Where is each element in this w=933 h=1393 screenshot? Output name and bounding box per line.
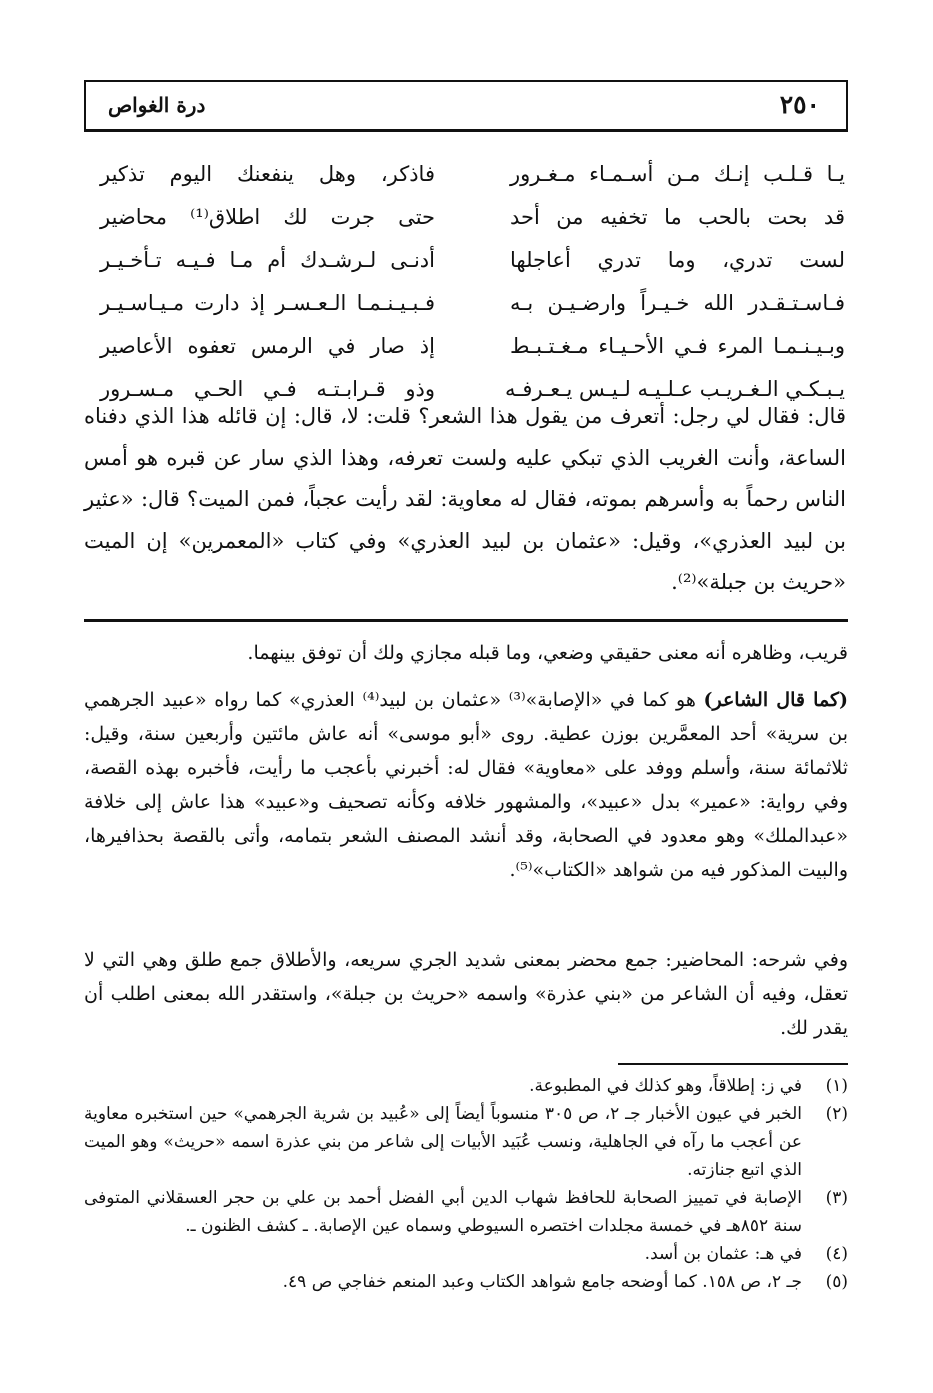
verse-second-hemistich: وذو قـرابـتـه فـي الحـي مـسـرور xyxy=(100,376,435,401)
footnote-text: في ز: إطلاقاً، وهو كذلك في المطبوعة. xyxy=(529,1076,802,1096)
poem-verse xyxy=(100,238,845,281)
verse-first-hemistich: يـا قـلـب إنـك مـن أسـمـاء مـغـرور xyxy=(510,161,845,186)
page-header xyxy=(84,80,848,132)
verse-first-hemistich: لست تدري، وما تدري أعاجلها xyxy=(510,247,845,272)
commentary-paragraph xyxy=(84,683,848,887)
footnote xyxy=(84,1240,848,1268)
footnote-number: (٢) xyxy=(825,1104,848,1124)
verse-first-hemistich: وبـيـنـمـا المرء فـي الأحـيـاء مـغـتـبـط xyxy=(510,333,845,358)
footnote-number: (٥) xyxy=(825,1272,848,1292)
footnote xyxy=(84,1072,848,1100)
commentary-lemma: (كما قال الشاعر) xyxy=(703,689,848,711)
poem-verse xyxy=(100,281,845,324)
verse-second-hemistich: فاذكر، وهل ينفعنك اليوم تذكير xyxy=(100,161,435,186)
main-text-paragraph: قال: فقال لي رجل: أتعرف من يقول هذا الشعر؟ قلت: لا، قال: إن قائله هذا الذي دفناه الساعة، وأنت الغريب الذي تبكي عليه ولست تعرفه، وهذا الذي سار عن قبره هو أمس الناس رحماً به وأسرهم بموته، فقال له معاوية: لقد رأيت عجباً، فمن الميت؟ قال: «عثير بن لبيد العذري»، وقيل: «عثمان بن لبيد العذري» وفي كتاب «المعمرين» إن الميت «حريث بن جبلة»⁽²⁾. xyxy=(84,404,846,594)
poem xyxy=(100,152,845,410)
footnote-text: الإصابة في تمييز الصحابة للحافظ شهاب الدين أبي الفضل أحمد بن علي بن حجر العسقلاني المتوفى سنة ٨٥٢هـ في خمسة مجلدات اختصره السيوطي وسماه عين الإصابة. ـ كشف الظنون ـ. xyxy=(84,1188,802,1236)
commentary-paragraph: وفي شرحه: المحاضير: جمع محضر بمعنى شديد الجري سريعه، والأطلاق جمع طلق وهي التي لا تعقل، وفيه أن الشاعر من «بني عذرة» واسمه «حريث بن جبلة»، واستقدر الله بمعنى اطلب أن يقدر لك. xyxy=(84,949,848,1039)
footnote-divider xyxy=(618,1063,848,1065)
footnote xyxy=(84,1268,848,1296)
page-number: ٢٥٠ xyxy=(779,90,820,119)
verse-first-hemistich: قد بحت بالحب ما تخفيه من أحد xyxy=(510,204,845,229)
footnote-number: (١) xyxy=(825,1076,848,1096)
poem-verse xyxy=(100,152,845,195)
verse-first-hemistich: فـاسـتـقـدر الله خـيـراً وارضـيـن بـه xyxy=(510,290,845,315)
running-title: درة الغواص xyxy=(108,93,206,117)
verse-second-hemistich: إذ صار في الرمس تعفوه الأعاصير xyxy=(100,333,435,358)
footnote-text: جـ ٢، ص ١٥٨. كما أوضحه جامع شواهد الكتاب وعبد المنعم خفاجي ص ٤٩. xyxy=(282,1272,802,1292)
commentary-paragraph: قريب، وظاهره أنه معنى حقيقي وضعي، وما قبله مجازي ولك أن توفق بينهما. xyxy=(247,642,848,664)
footnote-text: الخبر في عيون الأخبار جـ ٢، ص ٣٠٥ منسوباً أيضاً إلى «عُبيد بن شرية الجرهمي» حين استخبره معاوية عن أعجب ما رآه في الجاهلية، ونسب عُبَيد الأبيات إلى شاعر من بني عذرة اسمه «حريث» وهو الميت الذي اتبع جنازته. xyxy=(84,1104,802,1180)
poem-verse xyxy=(100,324,845,367)
footnote-text: في هـ: عثمان بن أسد. xyxy=(644,1244,802,1264)
verse-second-hemistich: حتى جرت لك اطلاق⁽¹⁾ محاضير xyxy=(100,204,436,229)
footnote-number: (٣) xyxy=(825,1188,848,1208)
verse-first-hemistich: يـبـكـي الـغـريـب عـلـيـه لـيـس يـعـرفـه xyxy=(505,376,845,401)
footnote-number: (٤) xyxy=(825,1244,848,1264)
text-commentary-divider xyxy=(84,619,848,622)
poem-verse xyxy=(100,195,845,238)
verse-second-hemistich: أدنـى لـرشـدك أم مـا فـيـه تـأخـيـر xyxy=(100,247,435,272)
footnotes xyxy=(84,1072,848,1296)
footnote xyxy=(84,1100,848,1184)
footnote xyxy=(84,1184,848,1240)
commentary-text: هو كما في «الإصابة»⁽³⁾ «عثمان بن لبيد⁽⁴⁾ العذري» كما رواه «عبيد الجرهمي بن سرية» أحد المعمَّرين بوزن عطية. روى «أبو موسى» أنه عاش مائتين وأربعين سنة، وقيل: ثلاثمائة سنة، وأسلم ووفد على «معاوية» فقال له: أخبرني بأعجب ما رأيت، فأخبره بهذه القصة، وفي رواية: «عمير» بدل «عبيد»، والمشهور خلافه وكأنه تصحيف و«عبيد» هذا عاش إلى خلافة «عبدالملك» وهو معدود في الصحابة، وقد أنشد المصنف الشعر بتمامه، وأتى بالقصة بحذافيرها، والبيت المذكور فيه من شواهد «الكتاب»⁽⁵⁾. xyxy=(84,689,848,881)
verse-second-hemistich: فـبـيـنـمـا الـعـسـر إذ دارت مـيـاسـيـر xyxy=(100,290,435,315)
